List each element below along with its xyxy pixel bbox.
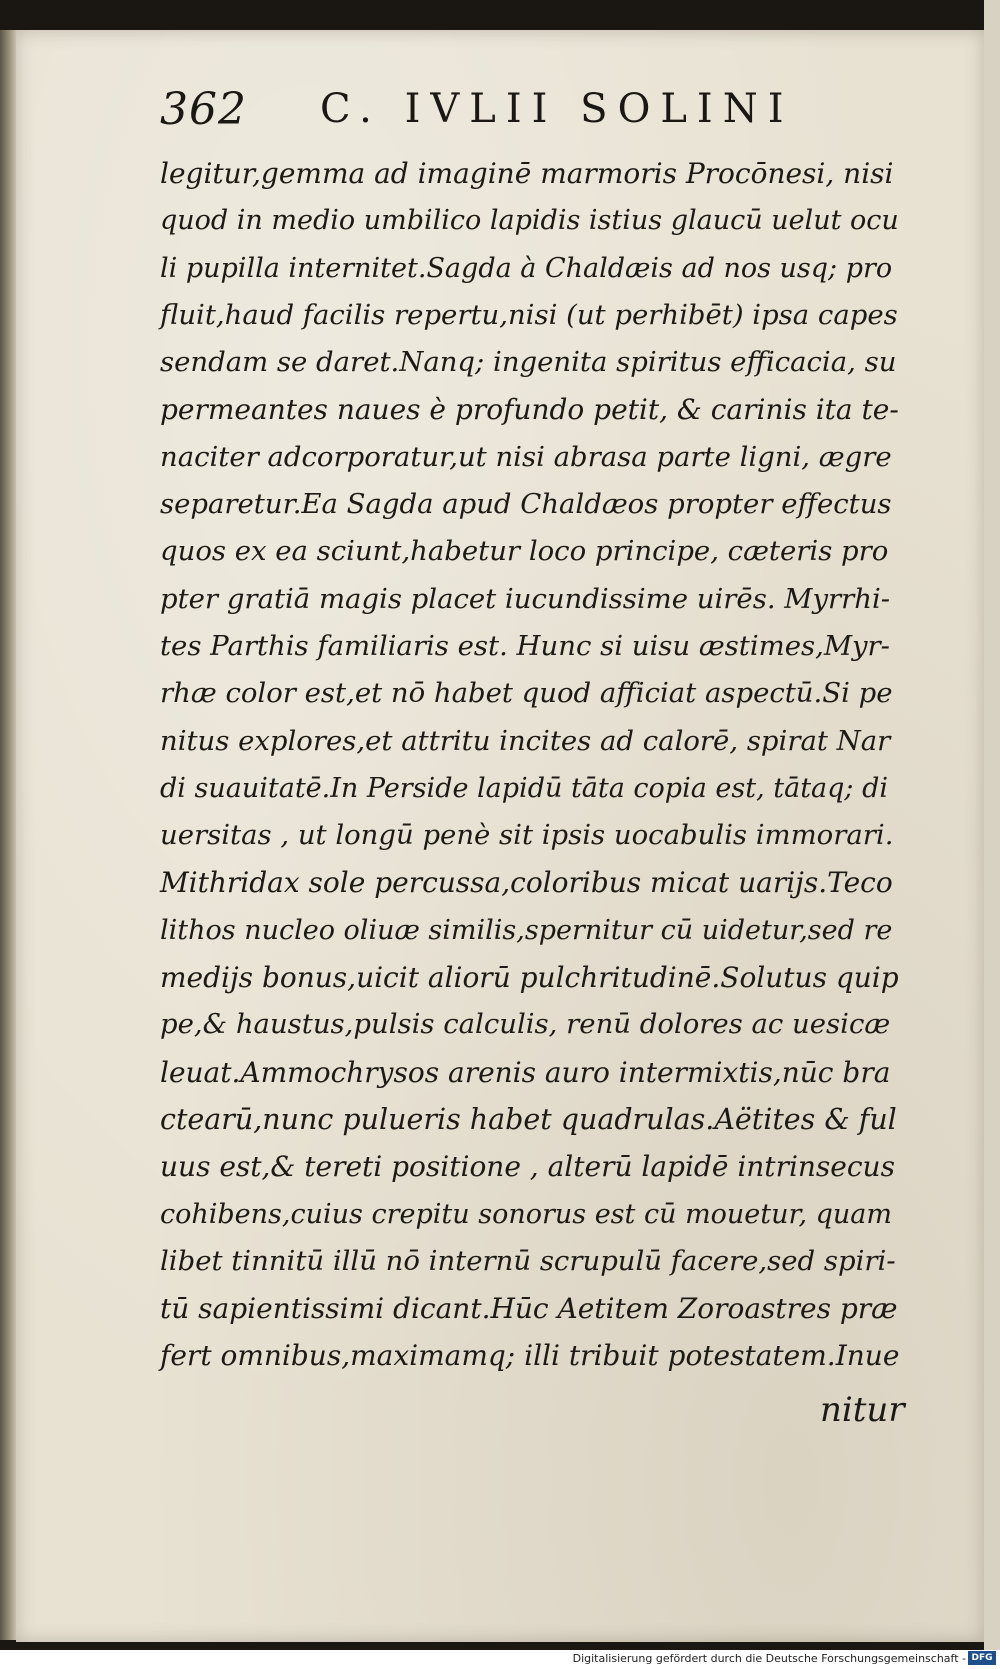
text-line: tes Parthis familiaris est. Hunc si uisu æstimes,Myr- bbox=[160, 629, 890, 662]
text-line: Mithridax sole percussa,coloribus micat uarijs.Teco bbox=[160, 866, 893, 900]
text-line: di suauitatē.In Perside lapidū tāta copia est, tātaq; di bbox=[160, 772, 889, 804]
digitization-credit: Digitalisierung gefördert durch die Deutsche Forschungsgemeinschaft - bbox=[572, 1652, 966, 1665]
body-text bbox=[160, 150, 900, 1380]
page-number: 362 bbox=[160, 84, 247, 135]
text-line: medijs bonus,uicit aliorū pulchritudinē.Solutus quip bbox=[160, 961, 899, 995]
text-line: quos ex ea sciunt,habetur loco principe, cæteris pro bbox=[160, 535, 889, 568]
text-line: li pupilla internitet.Sagda à Chaldæis ad nos usq; pro bbox=[160, 252, 893, 284]
text-line: lithos nucleo oliuæ similis,spernitur cū uidetur,sed re bbox=[160, 914, 893, 946]
text-line: sendam se daret.Nanq; ingenita spiritus efficacia, su bbox=[160, 346, 897, 379]
dfg-logo: DFG bbox=[968, 1651, 996, 1665]
text-line: permeantes naues è profundo petit, & carinis ita te- bbox=[160, 393, 899, 427]
text-line: uus est,& tereti positione , alterū lapidē intrinsecus bbox=[160, 1150, 895, 1184]
text-line: fluit,haud facilis repertu,nisi (ut perhibēt) ipsa capes bbox=[160, 298, 898, 331]
text-line: rhæ color est,et nō habet quod afficiat aspectū.Si pe bbox=[160, 677, 893, 710]
text-line: leuat.Ammochrysos arenis auro intermixtis,nūc bra bbox=[160, 1055, 891, 1089]
running-head: C. IVLII SOLINI bbox=[320, 86, 794, 132]
text-line: nitus explores,et attritu incites ad calorē, spirat Nar bbox=[160, 724, 891, 757]
text-line: separetur.Ea Sagda apud Chaldæos propter effectus bbox=[160, 488, 892, 521]
page-right-margin bbox=[984, 0, 1000, 1669]
text-line: uersitas , ut longū penè sit ipsis uocabulis immorari. bbox=[160, 819, 894, 852]
text-line: cohibens,cuius crepitu sonorus est cū mouetur, quam bbox=[160, 1198, 893, 1230]
text-line: fert omnibus,maximamq; illi tribuit potestatem.Inue bbox=[160, 1339, 900, 1373]
page-header bbox=[160, 84, 880, 144]
text-line: ctearū,nunc pulueris habet quadrulas.Aëtites & ful bbox=[160, 1102, 897, 1136]
text-line: naciter adcorporatur,ut nisi abrasa parte ligni, ægre bbox=[160, 440, 892, 473]
text-line: pe,& haustus,pulsis calculis, renū dolores ac uesicæ bbox=[160, 1008, 891, 1041]
text-line: quod in medio umbilico lapidis istius glaucū uelut ocu bbox=[160, 205, 899, 237]
text-line: libet tinnitū illū nō internū scrupulū facere,sed spiri- bbox=[160, 1244, 896, 1277]
text-line: legitur,gemma ad imaginē marmoris Procōnesi, nisi bbox=[160, 157, 894, 190]
text-line: tū sapientissimi dicant.Hūc Aetitem Zoroastres præ bbox=[160, 1292, 898, 1326]
text-line: pter gratiā magis placet iucundissime uirēs. Myrrhi- bbox=[160, 582, 891, 615]
catchword: nitur bbox=[820, 1390, 905, 1430]
